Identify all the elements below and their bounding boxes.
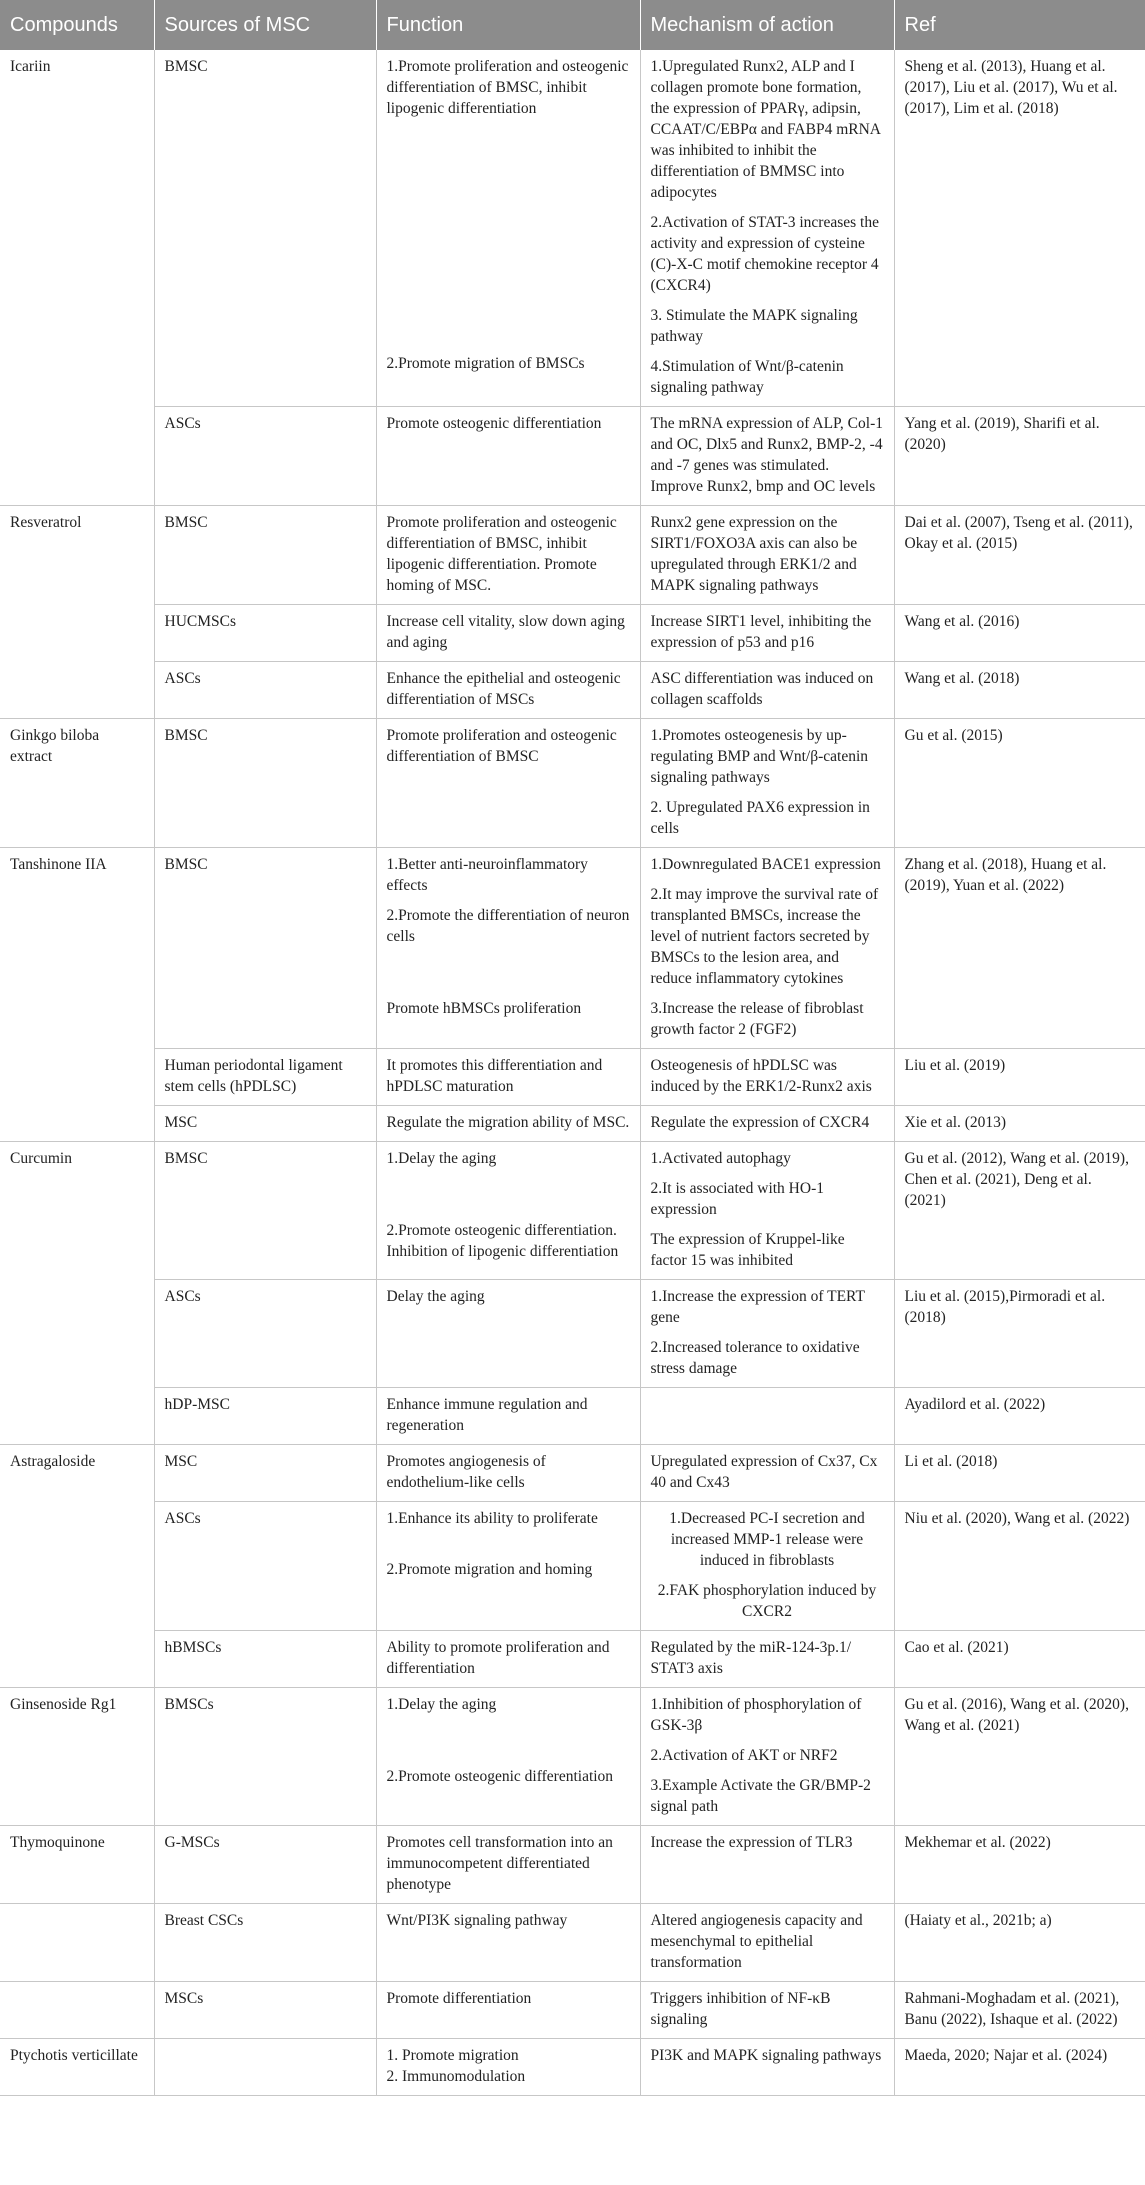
ref-cell: Wang et al. (2016) <box>894 605 1145 662</box>
function-cell <box>376 1982 640 2039</box>
function-cell <box>376 1688 640 1826</box>
mechanism-cell <box>640 719 894 848</box>
function-item: 2. Immunomodulation <box>386 2068 526 2085</box>
table-row <box>0 719 1145 848</box>
mechanism-item: The mRNA expression of ALP, Col-1 and OC, Dlx5 and Runx2, BMP-2, -4 and -7 genes was stimulated. Improve Runx2, bmp and OC levels <box>650 415 883 495</box>
ref-cell: Gu et al. (2015) <box>894 719 1145 848</box>
function-item: Promote differentiation <box>386 1990 532 2007</box>
mechanism-cell <box>640 1388 894 1445</box>
function-item: 1.Delay the aging <box>386 1150 497 1167</box>
function-item: It promotes this differentiation and hPDLSC maturation <box>386 1057 603 1095</box>
mechanism-cell <box>640 1826 894 1904</box>
source-cell: BMSC <box>154 719 376 848</box>
function-item: 2.Promote migration and homing <box>386 1561 593 1578</box>
ref-cell: Dai et al. (2007), Tseng et al. (2011), Okay et al. (2015) <box>894 506 1145 605</box>
source-cell: BMSC <box>154 848 376 1049</box>
compound-cell <box>0 1904 154 1982</box>
mechanism-item: ASC differentiation was induced on collagen scaffolds <box>650 670 874 708</box>
compound-cell: Astragaloside <box>0 1445 154 1688</box>
mechanism-item: 2. Upregulated PAX6 expression in cells <box>650 799 870 837</box>
compound-cell: Thymoquinone <box>0 1826 154 1904</box>
mechanism-item: 1.Inhibition of phosphorylation of GSK-3β <box>650 1696 862 1734</box>
mechanism-cell <box>640 1688 894 1826</box>
function-item: Promote proliferation and osteogenic differentiation of BMSC <box>386 727 617 765</box>
function-cell <box>376 1502 640 1631</box>
source-cell: ASCs <box>154 407 376 506</box>
mechanism-cell <box>640 605 894 662</box>
function-cell <box>376 605 640 662</box>
ref-cell: Zhang et al. (2018), Huang et al. (2019), Yuan et al. (2022) <box>894 848 1145 1049</box>
source-cell: BMSC <box>154 1142 376 1280</box>
table-row <box>0 407 1145 506</box>
function-item: 1.Better anti-neuroinflammatory effects <box>386 856 588 894</box>
table-row <box>0 1826 1145 1904</box>
mechanism-item: 3.Example Activate the GR/BMP-2 signal path <box>650 1777 871 1815</box>
function-cell <box>376 50 640 407</box>
table-row <box>0 848 1145 1049</box>
source-cell <box>154 2039 376 2096</box>
table-row <box>0 605 1145 662</box>
table-row <box>0 1502 1145 1631</box>
mechanism-cell <box>640 506 894 605</box>
source-cell: Human periodontal ligament stem cells (hPDLSC) <box>154 1049 376 1106</box>
compound-cell: Ginsenoside Rg1 <box>0 1688 154 1826</box>
mechanism-cell <box>640 1049 894 1106</box>
table-row <box>0 50 1145 407</box>
mechanism-item: 3. Stimulate the MAPK signaling pathway <box>650 307 858 345</box>
compound-cell: Curcumin <box>0 1142 154 1445</box>
function-item: 1.Enhance its ability to proliferate <box>386 1510 598 1527</box>
mechanism-item: Runx2 gene expression on the SIRT1/FOXO3A axis can also be upregulated through ERK1/2 and MAPK signaling pathways <box>650 514 858 594</box>
header-sources-of-msc: Sources of MSC <box>154 0 376 50</box>
mechanism-item: Triggers inhibition of NF-κB signaling <box>650 1990 831 2028</box>
mechanism-item: Altered angiogenesis capacity and mesenchymal to epithelial transformation <box>650 1912 863 1971</box>
ref-cell: Rahmani-Moghadam et al. (2021), Banu (2022), Ishaque et al. (2022) <box>894 1982 1145 2039</box>
header-compounds: Compounds <box>0 0 154 50</box>
header-ref: Ref <box>894 0 1145 50</box>
table-row <box>0 506 1145 605</box>
table-row <box>0 1280 1145 1388</box>
ref-cell: Yang et al. (2019), Sharifi et al. (2020) <box>894 407 1145 506</box>
function-item: 2.Promote the differentiation of neuron cells <box>386 907 630 945</box>
function-cell <box>376 1106 640 1142</box>
function-item: Promote hBMSCs proliferation <box>386 1000 582 1017</box>
table-row <box>0 1982 1145 2039</box>
function-item: Wnt/PI3K signaling pathway <box>386 1912 568 1929</box>
function-cell <box>376 1826 640 1904</box>
source-cell: ASCs <box>154 1502 376 1631</box>
compound-cell: Icariin <box>0 50 154 506</box>
mechanism-cell <box>640 848 894 1049</box>
mechanism-item: Increase the expression of TLR3 <box>650 1834 853 1851</box>
source-cell: MSC <box>154 1106 376 1142</box>
table-row <box>0 1688 1145 1826</box>
mechanism-item: PI3K and MAPK signaling pathways <box>650 2047 882 2064</box>
ref-cell: Wang et al. (2018) <box>894 662 1145 719</box>
mechanism-item: 1.Decreased PC-I secretion and increased MMP-1 release were induced in fibroblasts <box>669 1510 865 1569</box>
ref-cell: Li et al. (2018) <box>894 1445 1145 1502</box>
mechanism-cell <box>640 662 894 719</box>
table-row <box>0 1388 1145 1445</box>
function-item: Promotes angiogenesis of endothelium-like cells <box>386 1453 546 1491</box>
function-cell <box>376 1631 640 1688</box>
compound-cell: Ginkgo biloba extract <box>0 719 154 848</box>
function-item: 1.Promote proliferation and osteogenic differentiation of BMSC, inhibit lipogenic differentiation <box>386 58 629 117</box>
mechanism-cell <box>640 1631 894 1688</box>
mechanism-item: 2.It is associated with HO-1 expression <box>650 1180 824 1218</box>
source-cell: hBMSCs <box>154 1631 376 1688</box>
function-item: Enhance the epithelial and osteogenic differentiation of MSCs <box>386 670 621 708</box>
mechanism-cell <box>640 1280 894 1388</box>
ref-cell: Mekhemar et al. (2022) <box>894 1826 1145 1904</box>
source-cell: hDP-MSC <box>154 1388 376 1445</box>
function-item: Regulate the migration ability of MSC. <box>386 1114 630 1131</box>
mechanism-item: 2.Activation of AKT or NRF2 <box>650 1747 838 1764</box>
compound-cell: Resveratrol <box>0 506 154 719</box>
table-row <box>0 662 1145 719</box>
ref-cell: Liu et al. (2015),Pirmoradi et al. (2018) <box>894 1280 1145 1388</box>
function-item: Promote proliferation and osteogenic differentiation of BMSC, inhibit lipogenic differentiation. Promote homing of MSC. <box>386 514 617 594</box>
function-item: 2.Promote osteogenic differentiation. Inhibition of lipogenic differentiation <box>386 1222 619 1260</box>
mechanism-item: 1.Increase the expression of TERT gene <box>650 1288 865 1326</box>
source-cell: G-MSCs <box>154 1826 376 1904</box>
mechanism-item: Regulated by the miR-124-3p.1/ STAT3 axis <box>650 1639 852 1677</box>
function-cell <box>376 848 640 1049</box>
mechanism-item: 3.Increase the release of fibroblast growth factor 2 (FGF2) <box>650 1000 864 1038</box>
mechanism-cell <box>640 2039 894 2096</box>
source-cell: BMSCs <box>154 1688 376 1826</box>
mechanism-cell <box>640 1982 894 2039</box>
table-row <box>0 1142 1145 1280</box>
function-item: 1. Promote migration <box>386 2047 519 2064</box>
function-item: Increase cell vitality, slow down aging and aging <box>386 613 625 651</box>
mechanism-item: 2.Activation of STAT-3 increases the activity and expression of cysteine (C)-X-C motif chemokine receptor 4 (CXCR4) <box>650 214 879 294</box>
mechanism-item: Regulate the expression of CXCR4 <box>650 1114 870 1131</box>
function-cell <box>376 719 640 848</box>
mechanism-cell <box>640 1142 894 1280</box>
mechanism-item: 2.Increased tolerance to oxidative stress damage <box>650 1339 860 1377</box>
mechanism-item: The expression of Kruppel-like factor 15 was inhibited <box>650 1231 845 1269</box>
function-cell <box>376 1280 640 1388</box>
ref-cell: (Haiaty et al., 2021b; a) <box>894 1904 1145 1982</box>
mechanism-item: 2.It may improve the survival rate of transplanted BMSCs, increase the level of nutrient factors secreted by BMSCs to the lesion area, and reduce inflammatory cytokines <box>650 886 879 987</box>
table-row <box>0 1049 1145 1106</box>
ref-cell: Niu et al. (2020), Wang et al. (2022) <box>894 1502 1145 1631</box>
ref-cell: Gu et al. (2012), Wang et al. (2019), Chen et al. (2021), Deng et al. (2021) <box>894 1142 1145 1280</box>
mechanism-item: Increase SIRT1 level, inhibiting the expression of p53 and p16 <box>650 613 872 651</box>
ref-cell: Liu et al. (2019) <box>894 1049 1145 1106</box>
function-item: 1.Delay the aging <box>386 1696 497 1713</box>
function-cell <box>376 407 640 506</box>
ref-cell: Gu et al. (2016), Wang et al. (2020), Wang et al. (2021) <box>894 1688 1145 1826</box>
source-cell: ASCs <box>154 662 376 719</box>
ref-cell: Sheng et al. (2013), Huang et al. (2017), Liu et al. (2017), Wu et al. (2017), Lim et al. (2018) <box>894 50 1145 407</box>
function-item: Delay the aging <box>386 1288 485 1305</box>
compound-cell: Ptychotis verticillate <box>0 2039 154 2096</box>
source-cell: MSCs <box>154 1982 376 2039</box>
source-cell: BMSC <box>154 506 376 605</box>
function-cell <box>376 1904 640 1982</box>
header-mechanism-of-action: Mechanism of action <box>640 0 894 50</box>
mechanism-item: Upregulated expression of Cx37, Cx 40 and Cx43 <box>650 1453 878 1491</box>
function-item: Promotes cell transformation into an immunocompetent differentiated phenotype <box>386 1834 613 1893</box>
header-row <box>0 0 1145 50</box>
function-item: 2.Promote osteogenic differentiation <box>386 1768 614 1785</box>
function-item: Ability to promote proliferation and differentiation <box>386 1639 610 1677</box>
ref-cell: Cao et al. (2021) <box>894 1631 1145 1688</box>
source-cell: MSC <box>154 1445 376 1502</box>
compound-cell: Tanshinone IIA <box>0 848 154 1142</box>
function-cell <box>376 1049 640 1106</box>
mechanism-item: 1.Activated autophagy <box>650 1150 791 1167</box>
function-item: Enhance immune regulation and regeneration <box>386 1396 588 1434</box>
mechanism-cell <box>640 1904 894 1982</box>
mechanism-cell <box>640 407 894 506</box>
ref-cell: Maeda, 2020; Najar et al. (2024) <box>894 2039 1145 2096</box>
mechanism-item: 1.Promotes osteogenesis by up-regulating BMP and Wnt/β-catenin signaling pathways <box>650 727 869 786</box>
mechanism-item: 2.FAK phosphorylation induced by CXCR2 <box>657 1582 877 1620</box>
function-item: Promote osteogenic differentiation <box>386 415 602 432</box>
compound-cell <box>0 1982 154 2039</box>
mechanism-item: 1.Upregulated Runx2, ALP and I collagen promote bone formation, the expression of PPARγ, adipsin, CCAAT/C/EBPα and FABP4 mRNA was inhibited to inhibit the differentiation of BMMSC into adipocytes <box>650 58 881 201</box>
ref-cell: Ayadilord et al. (2022) <box>894 1388 1145 1445</box>
table-row <box>0 1445 1145 1502</box>
mechanism-cell <box>640 50 894 407</box>
mechanism-item: Osteogenesis of hPDLSC was induced by the ERK1/2-Runx2 axis <box>650 1057 872 1095</box>
function-cell <box>376 1445 640 1502</box>
mechanism-item: 1.Downregulated BACE1 expression <box>650 856 881 873</box>
function-cell <box>376 1142 640 1280</box>
source-cell: ASCs <box>154 1280 376 1388</box>
source-cell: BMSC <box>154 50 376 407</box>
function-cell <box>376 662 640 719</box>
function-item: 2.Promote migration of BMSCs <box>386 355 585 372</box>
mechanism-item: 4.Stimulation of Wnt/β-catenin signaling pathway <box>650 358 844 396</box>
function-cell <box>376 1388 640 1445</box>
table-row <box>0 1631 1145 1688</box>
table-row <box>0 1904 1145 1982</box>
function-cell <box>376 2039 640 2096</box>
table-body <box>0 50 1145 2096</box>
ref-cell: Xie et al. (2013) <box>894 1106 1145 1142</box>
table-row <box>0 2039 1145 2096</box>
table-row <box>0 1106 1145 1142</box>
mechanism-cell <box>640 1106 894 1142</box>
function-cell <box>376 506 640 605</box>
header-function: Function <box>376 0 640 50</box>
mechanism-cell <box>640 1445 894 1502</box>
source-cell: Breast CSCs <box>154 1904 376 1982</box>
mechanism-cell <box>640 1502 894 1631</box>
source-cell: HUCMSCs <box>154 605 376 662</box>
